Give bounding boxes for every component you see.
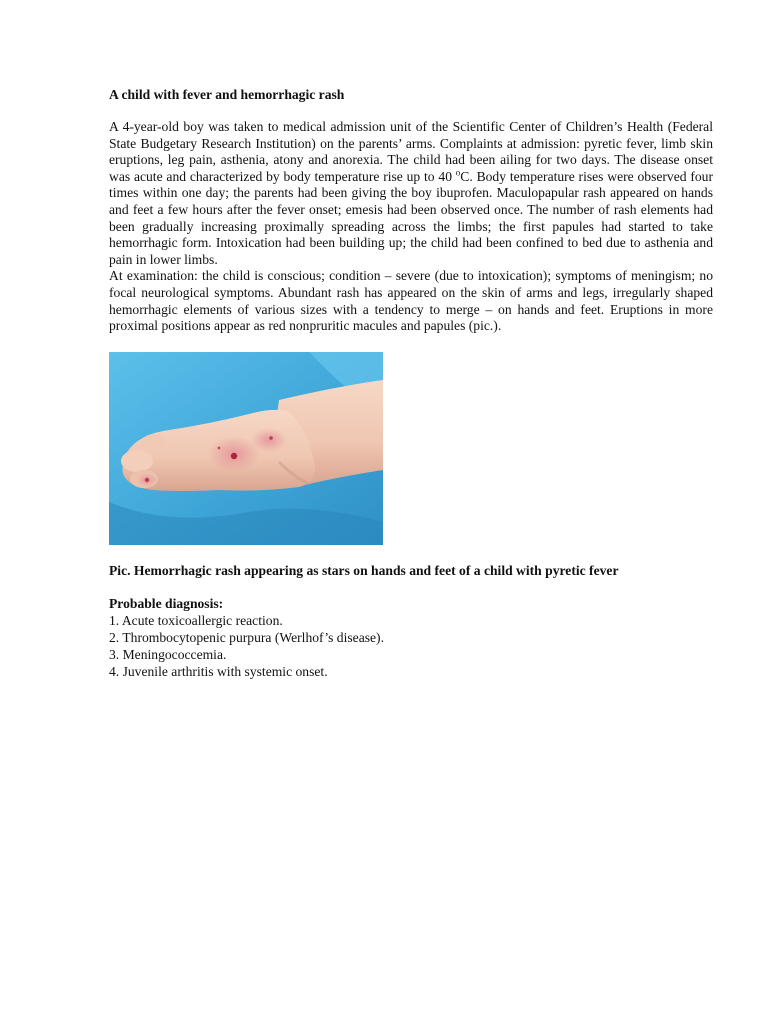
examination-paragraph: At examination: the child is conscious; condition – severe (due to intoxication); symptoms of meningism; no focal neurological symptoms. Abundant rash has appeared on the skin of arms and legs, irregularly shaped hemorrhagic elements of various sizes with a tendency to merge – on hands and feet. Eruptions in more proximal positions appear as red nonpruritic macules and papules (pic.). (109, 268, 713, 334)
rash-spot-4 (218, 446, 221, 449)
diagnosis-option: 3. Meningococcemia. (109, 646, 227, 662)
redness-area-2 (251, 428, 287, 452)
toe-3 (142, 434, 166, 450)
diagnosis-option: 2. Thrombocytopenic purpura (Werlhof’s disease). (109, 629, 384, 645)
diagnosis-heading: Probable diagnosis: (109, 595, 224, 611)
big-toe (121, 450, 153, 472)
rash-spot-1 (231, 453, 237, 459)
document-title: A child with fever and hemorrhagic rash (109, 87, 345, 102)
case-history-text-part1: A 4-year-old boy was taken to medical admission unit of the Scientific Center of Children’s Health (Federal State Budgetary Research Institution) on the parents’ arms. Complaints at admission: pyretic fever, limb skin eruptions, leg pain, asthenia, atony and anorexia. The child had been ailing for two days. The disease onset was acute and characterized by body temperature rise up to 40 (109, 119, 713, 184)
case-history-paragraph (109, 119, 713, 268)
diagnosis-option: 4. Juvenile arthritis with systemic onset. (109, 663, 328, 679)
clinical-photo (109, 352, 383, 545)
rash-spot-2 (269, 436, 273, 440)
degree-superscript: o (455, 167, 461, 178)
case-history-text-part2: C. Body temperature rises were observed four times within one day; the parents had been giving the boy ibuprofen. Maculopapular rash appeared on hands and feet a few hours after the fever onset; emesis had been observed once. The number of rash elements had been gradually increasing proximally spreading across the limbs; the first papules had started to take hemorrhagic form. Intoxication had been building up; the child had been confined to bed due to asthenia and pain in lower limbs. (109, 168, 713, 267)
foot-photo-illustration (109, 352, 383, 545)
diagnosis-option: 1. Acute toxicoallergic reaction. (109, 612, 283, 628)
rash-spot-3 (145, 478, 149, 482)
document-page (109, 86, 713, 680)
figure-caption: Pic. Hemorrhagic rash appearing as stars on hands and feet of a child with pyretic fever (109, 562, 619, 578)
